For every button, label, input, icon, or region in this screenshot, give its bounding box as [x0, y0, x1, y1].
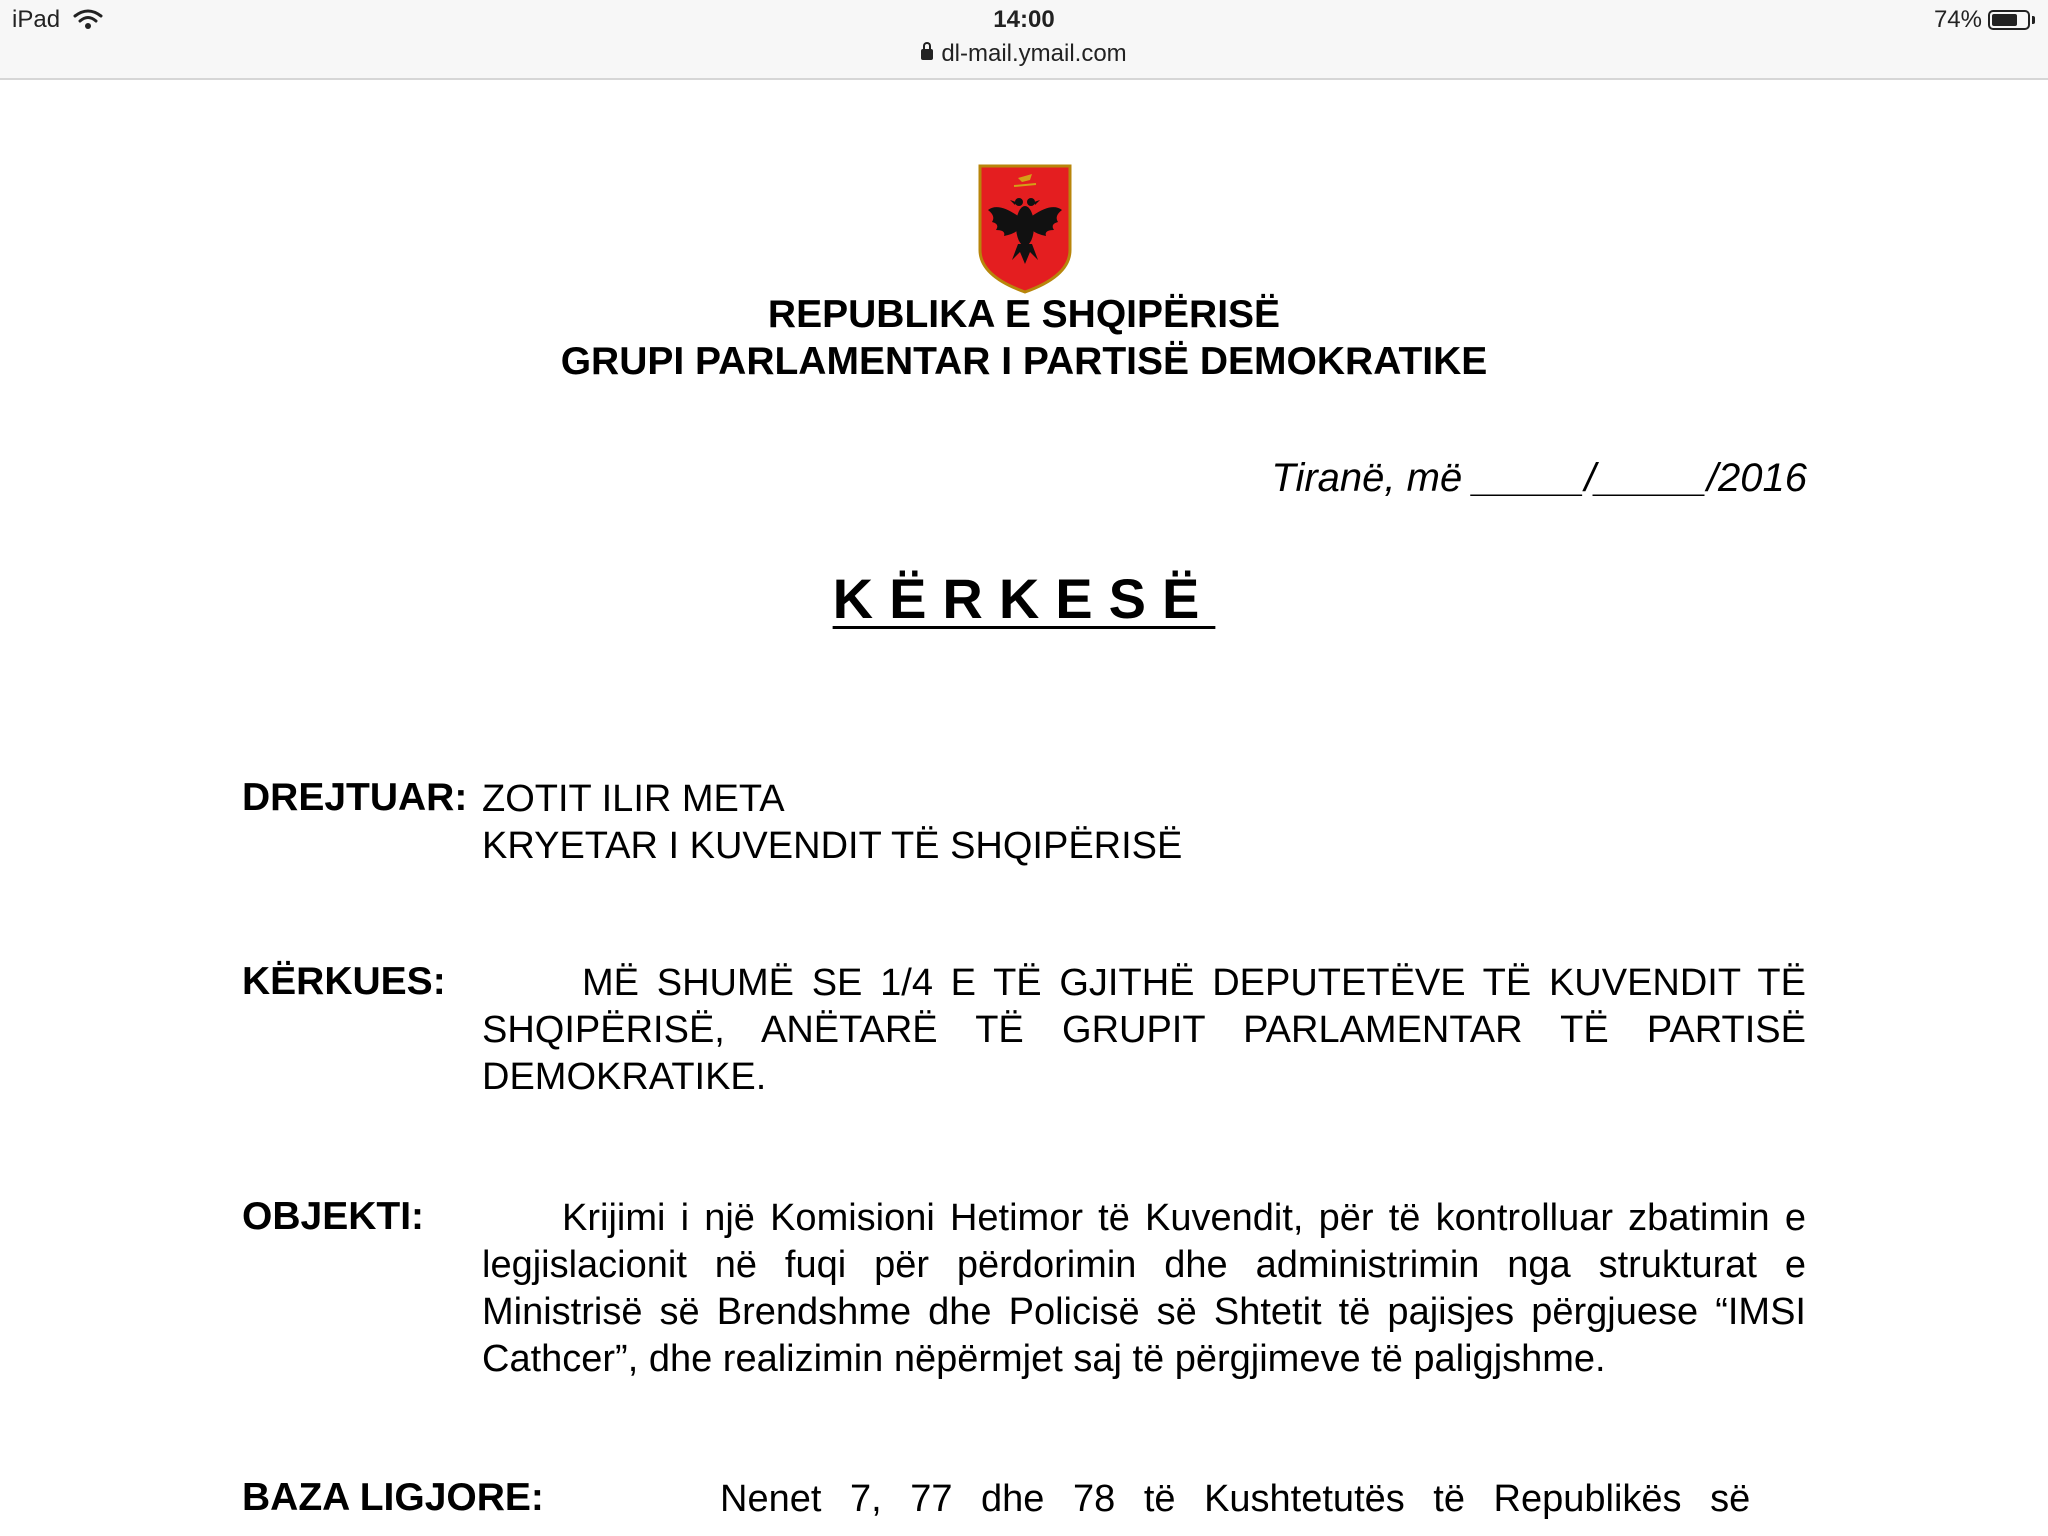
kerkues-label: KËRKUES:	[242, 960, 446, 1003]
address-bar[interactable]	[0, 40, 2048, 68]
objekti-label: OBJEKTI:	[242, 1195, 425, 1238]
objekti-text: Krijimi i një Komisioni Hetimor të Kuvendit, për të kontrolluar zbatimin e legjislacionit në fuqi për përdorimin dhe administrimin nga strukturat e Ministrisë së Brendshme dhe Policisë së Shtetit të pajisjes përgjuese “IMSI Cathcer”, dhe realizimin nëpërmjet saj të përgjimeve të paligjshme.	[482, 1197, 1806, 1380]
battery-fill	[1992, 14, 2017, 26]
url-text: dl-mail.ymail.com	[941, 40, 1127, 67]
battery-tip	[2032, 16, 2035, 24]
document-title-text: KËRKESË	[832, 567, 1216, 630]
kerkues-text: MË SHUMË SE 1/4 E TË GJITHË DEPUTETËVE TË KUVENDIT TË SHQIPËRISË, ANËTARË TË GRUPIT PARLAMENTAR TË PARTISË DEMOKRATIKE.	[482, 962, 1806, 1098]
document-title	[0, 566, 2048, 631]
drejtuar-label: DREJTUAR:	[242, 776, 468, 819]
baza-ligjore-label: BAZA LIGJORE:	[242, 1476, 544, 1519]
coat-of-arms-icon	[978, 164, 1072, 294]
header-republic: REPUBLIKA E SHQIPËRISË	[767, 293, 1281, 336]
date-line: Tiranë, më _____/_____/2016	[1271, 456, 1807, 500]
drejtuar-title: KRYETAR I KUVENDIT TË SHQIPËRISË	[482, 825, 1183, 867]
header-parliamentary-group: GRUPI PARLAMENTAR I PARTISË DEMOKRATIKE	[560, 340, 1488, 383]
status-bar	[0, 0, 2048, 80]
drejtuar-recipient: ZOTIT ILIR META	[482, 778, 785, 820]
baza-ligjore-text: Nenet 7, 77 dhe 78 të Kushtetutës të Republikës së	[720, 1478, 1751, 1520]
clock: 14:00	[993, 6, 1055, 33]
lock-icon	[921, 49, 933, 60]
battery-percent: 74%	[1933, 6, 1982, 33]
device-name: iPad	[12, 6, 61, 33]
document-page	[0, 80, 2048, 1536]
battery-icon	[1988, 10, 2030, 30]
